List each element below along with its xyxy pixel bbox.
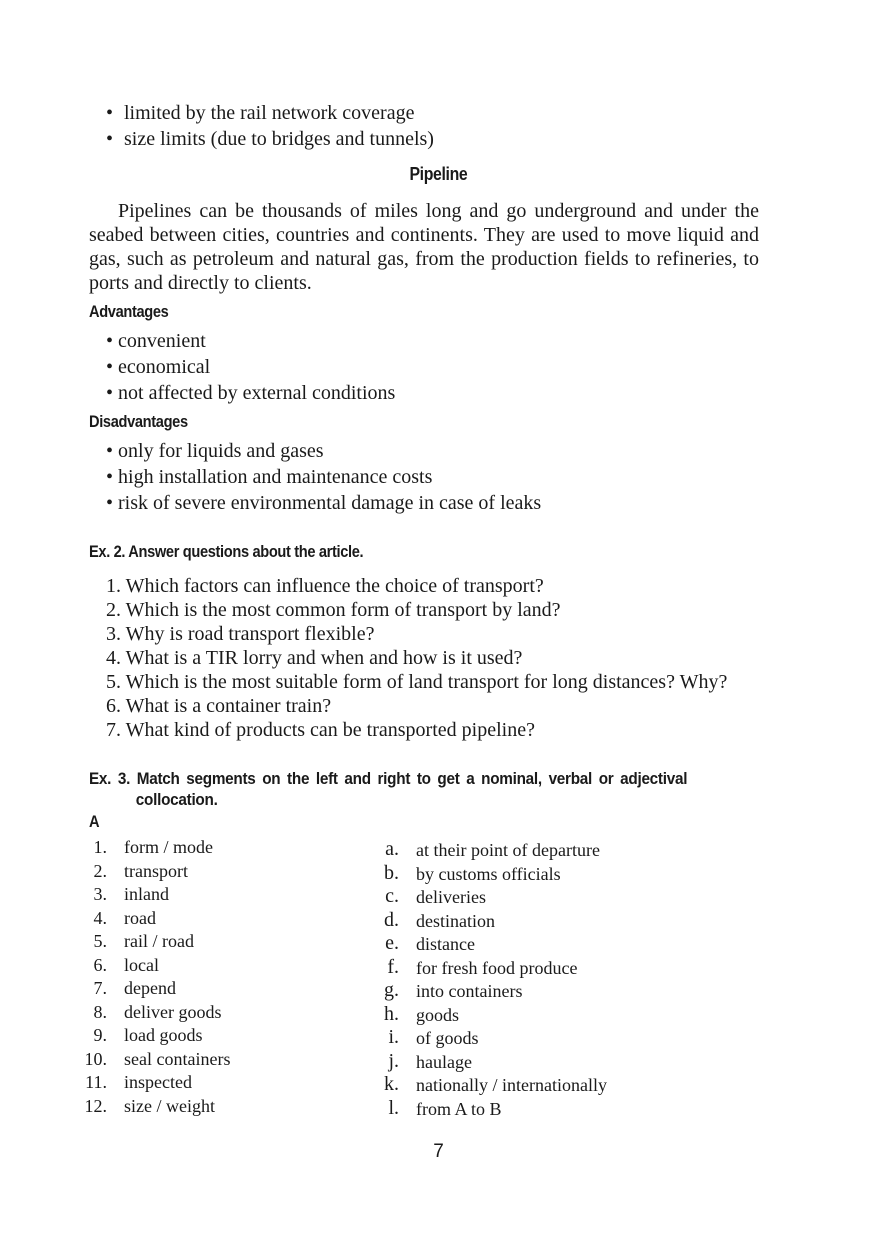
- item-number: 11.: [85, 1072, 107, 1092]
- exercise-3-title-line: Ex. 3. Match segments on the left and right to get a nominal, verbal or adjectival: [89, 769, 688, 788]
- bullet-text: limited by the rail network coverage: [124, 102, 415, 124]
- bullet-icon: •: [106, 102, 114, 124]
- item-number: 3.: [93, 884, 107, 904]
- section-label-a: A: [89, 812, 100, 831]
- question-item: 3. Why is road transport flexible?: [106, 623, 375, 645]
- item-letter: d.: [384, 908, 399, 931]
- item-text: nationally / internationally: [416, 1075, 607, 1095]
- item-letter: l.: [388, 1096, 399, 1119]
- disadvantages-list: [106, 438, 541, 516]
- item-text: size / weight: [124, 1095, 215, 1116]
- item-text: haulage: [416, 1051, 472, 1072]
- item-number: 1.: [93, 837, 107, 857]
- list-item: • risk of severe environmental damage in case of leaks: [106, 490, 541, 516]
- paragraph-text: Pipelines can be thousands of miles long and go underground and under the seabed between cities, countries and continents. They are used to move liquid and gas, such as petroleum and natural gas, from the production fields to refineries, to ports and directly to clients.: [89, 200, 759, 294]
- item-text: goods: [416, 1004, 460, 1025]
- item-letter: e.: [385, 932, 399, 954]
- item-number: 8.: [93, 1001, 107, 1022]
- item-number: 6.: [93, 954, 107, 975]
- item-number: 9.: [93, 1025, 107, 1045]
- list-item: • only for liquids and gases: [106, 438, 541, 464]
- item-number: 2.: [93, 860, 107, 881]
- list-item: • not affected by external conditions: [106, 380, 395, 406]
- item-letter: a.: [385, 838, 399, 860]
- section-heading-pipeline: Pipeline: [409, 164, 468, 184]
- bullet-text: size limits (due to bridges and tunnels): [124, 128, 434, 150]
- list-item: • economical: [106, 354, 395, 380]
- question-item: 7. What kind of products can be transported pipeline?: [106, 719, 535, 741]
- list-item: • high installation and maintenance costs: [106, 464, 541, 490]
- disadvantages-label: Disadvantages: [89, 412, 188, 431]
- list-item: [106, 100, 414, 126]
- item-text: from A to B: [416, 1098, 502, 1119]
- exercise-3-title-line: collocation.: [135, 790, 218, 809]
- page-number: 7: [433, 1141, 444, 1162]
- item-text: inspected: [124, 1072, 192, 1092]
- item-text: into containers: [416, 981, 523, 1001]
- item-number: 5.: [93, 931, 107, 951]
- item-letter: j.: [388, 1049, 399, 1072]
- item-letter: c.: [385, 885, 399, 907]
- item-text: of goods: [416, 1028, 479, 1048]
- exercise-2-title: Ex. 2. Answer questions about the article.: [89, 542, 364, 561]
- item-letter: g.: [384, 979, 399, 1001]
- question-item: 2. Which is the most common form of transport by land?: [106, 599, 561, 621]
- item-text: transport: [124, 860, 188, 881]
- item-text: at their point of departure: [416, 840, 600, 860]
- item-letter: b.: [384, 861, 399, 884]
- question-item: 1. Which factors can influence the choice of transport?: [106, 575, 544, 597]
- item-number: 7.: [93, 978, 107, 998]
- item-text: load goods: [124, 1025, 203, 1045]
- pipeline-paragraph: [89, 199, 759, 295]
- list-item: [106, 126, 434, 152]
- item-text: by customs officials: [416, 863, 561, 884]
- item-text: deliveries: [416, 887, 486, 907]
- exercise-2-questions: [106, 574, 727, 742]
- item-text: distance: [416, 934, 475, 954]
- item-text: rail / road: [124, 931, 194, 951]
- item-text: inland: [124, 884, 169, 904]
- question-item: 6. What is a container train?: [106, 695, 332, 717]
- item-text: seal containers: [124, 1048, 231, 1069]
- exercise-3-title: [89, 768, 737, 810]
- item-text: road: [124, 907, 156, 928]
- item-text: form / mode: [124, 837, 213, 857]
- item-letter: i.: [388, 1026, 399, 1048]
- item-letter: h.: [384, 1002, 399, 1025]
- item-number: 12.: [84, 1095, 107, 1116]
- item-letter: f.: [387, 955, 399, 978]
- item-letter: k.: [384, 1073, 399, 1095]
- item-text: depend: [124, 978, 176, 998]
- bullet-icon: •: [106, 128, 114, 150]
- item-text: destination: [416, 910, 495, 931]
- item-number: 4.: [93, 907, 107, 928]
- item-text: for fresh food produce: [416, 957, 578, 978]
- item-text: local: [124, 954, 159, 975]
- advantages-list: [106, 328, 395, 406]
- item-text: deliver goods: [124, 1001, 222, 1022]
- item-number: 10.: [84, 1048, 107, 1069]
- list-item: • convenient: [106, 328, 395, 354]
- advantages-label: Advantages: [89, 302, 169, 321]
- question-item: 5. Which is the most suitable form of land transport for long distances? Why?: [106, 671, 728, 693]
- question-item: 4. What is a TIR lorry and when and how is it used?: [106, 647, 523, 669]
